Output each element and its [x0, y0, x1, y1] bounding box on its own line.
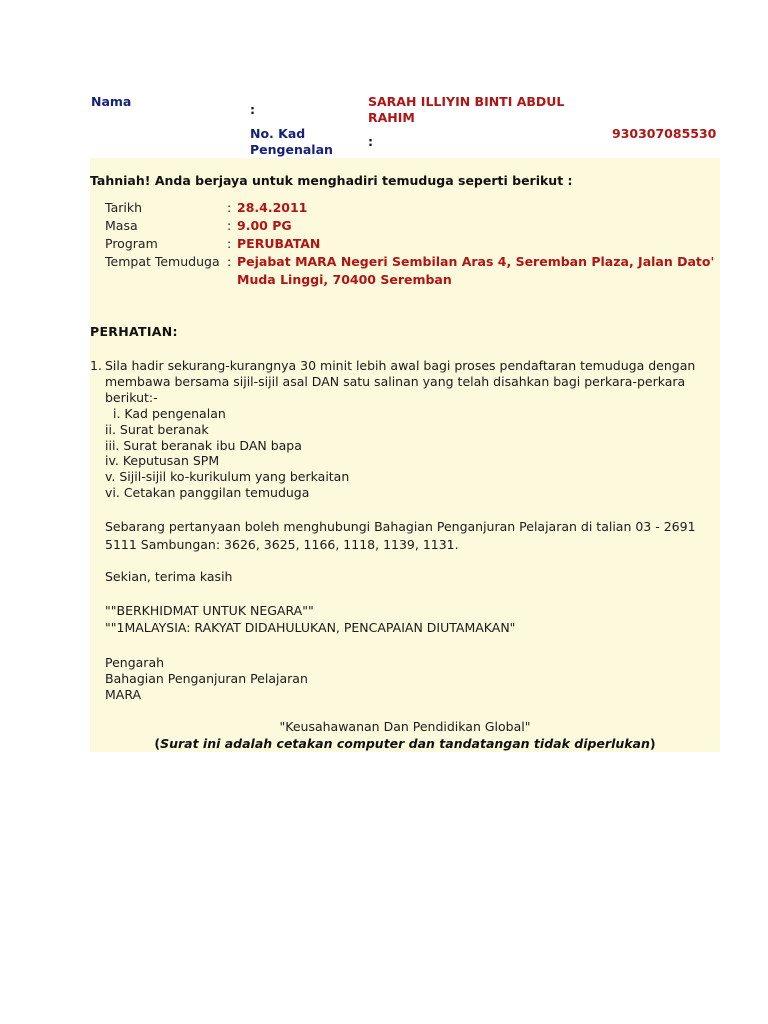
list-item: iv. Keputusan SPM [105, 453, 220, 469]
list-item: iii. Surat beranak ibu DAN bapa [105, 437, 302, 453]
ic-colon: : [368, 134, 373, 149]
signatory-title: Pengarah [105, 655, 165, 670]
detail-colon: : [227, 254, 232, 269]
list-item: i. Kad pengenalan [113, 406, 226, 421]
perhatian-heading: PERHATIAN: [90, 324, 178, 339]
detail-label: Masa [105, 218, 138, 233]
slogan-1: ""BERKHIDMAT UNTUK NEGARA"" [105, 603, 314, 618]
nama-label: Nama [91, 94, 132, 109]
ic-label: No. Kad Pengenalan [250, 126, 333, 157]
detail-row-masa [105, 217, 720, 235]
intro-text: Tahniah! Anda berjaya untuk menghadiri temuduga seperti berikut : [90, 173, 573, 188]
signatory-department: Bahagian Penganjuran Pelajaran [105, 671, 308, 686]
detail-value: Pejabat MARA Negeri Sembilan Aras 4, Seremban Plaza, Jalan Dato' Muda Linggi, 70400 Seremban [237, 254, 715, 287]
detail-value: 9.00 PG [237, 218, 292, 233]
ic-value: 930307085530 [612, 126, 717, 141]
footer-note [90, 736, 720, 751]
detail-value: PERUBATAN [237, 236, 321, 251]
closing-text: Sekian, terima kasih [105, 569, 233, 584]
slogan-2: ""1MALAYSIA: RAKYAT DIDAHULUKAN, PENCAPAIAN DIUTAMAKAN" [105, 620, 516, 635]
detail-label: Program [105, 236, 158, 251]
list-item: ii. Surat beranak [105, 421, 209, 437]
nama-value: SARAH ILLIYIN BINTI ABDUL RAHIM [368, 94, 565, 125]
list-item: vi. Cetakan panggilan temuduga [105, 484, 310, 500]
detail-row-program [105, 235, 720, 253]
detail-colon: : [227, 236, 232, 251]
footer-text: Surat ini adalah cetakan computer dan tandatangan tidak diperlukan [160, 736, 650, 751]
detail-row-tarikh [105, 199, 720, 217]
detail-value: 28.4.2011 [237, 200, 308, 215]
item-text: Sila hadir sekurang-kurangnya 30 minit lebih awal bagi proses pendaftaran temuduga dengan membawa bersama sijil-sijil asal DAN satu salinan yang telah disahkan bagi perkara-perkara berikut:- [105, 358, 696, 405]
detail-label: Tempat Temuduga [105, 254, 220, 269]
interview-details [105, 199, 720, 289]
detail-label: Tarikh [105, 200, 142, 215]
nama-colon: : [250, 102, 255, 117]
letter-panel [90, 158, 720, 752]
detail-colon: : [227, 200, 232, 215]
document-list [105, 406, 349, 501]
footer-open-paren: ( [154, 736, 161, 751]
detail-row-tempat [105, 253, 720, 289]
detail-colon: : [227, 218, 232, 233]
item-number: 1. [90, 358, 102, 373]
list-item: v. Sijil-sijil ko-kurikulum yang berkaitan [105, 469, 350, 485]
motto: "Keusahawanan Dan Pendidikan Global" [279, 719, 531, 734]
contact-info: Sebarang pertanyaan boleh menghubungi Bahagian Penganjuran Pelajaran di talian 03 - 2691 5111 Sambungan: 3626, 3625, 1166, 1118, 1139, 1131. [105, 519, 696, 552]
signatory-organisation: MARA [105, 687, 142, 702]
instruction-item [90, 358, 710, 406]
footer-close-paren: ) [649, 736, 656, 751]
